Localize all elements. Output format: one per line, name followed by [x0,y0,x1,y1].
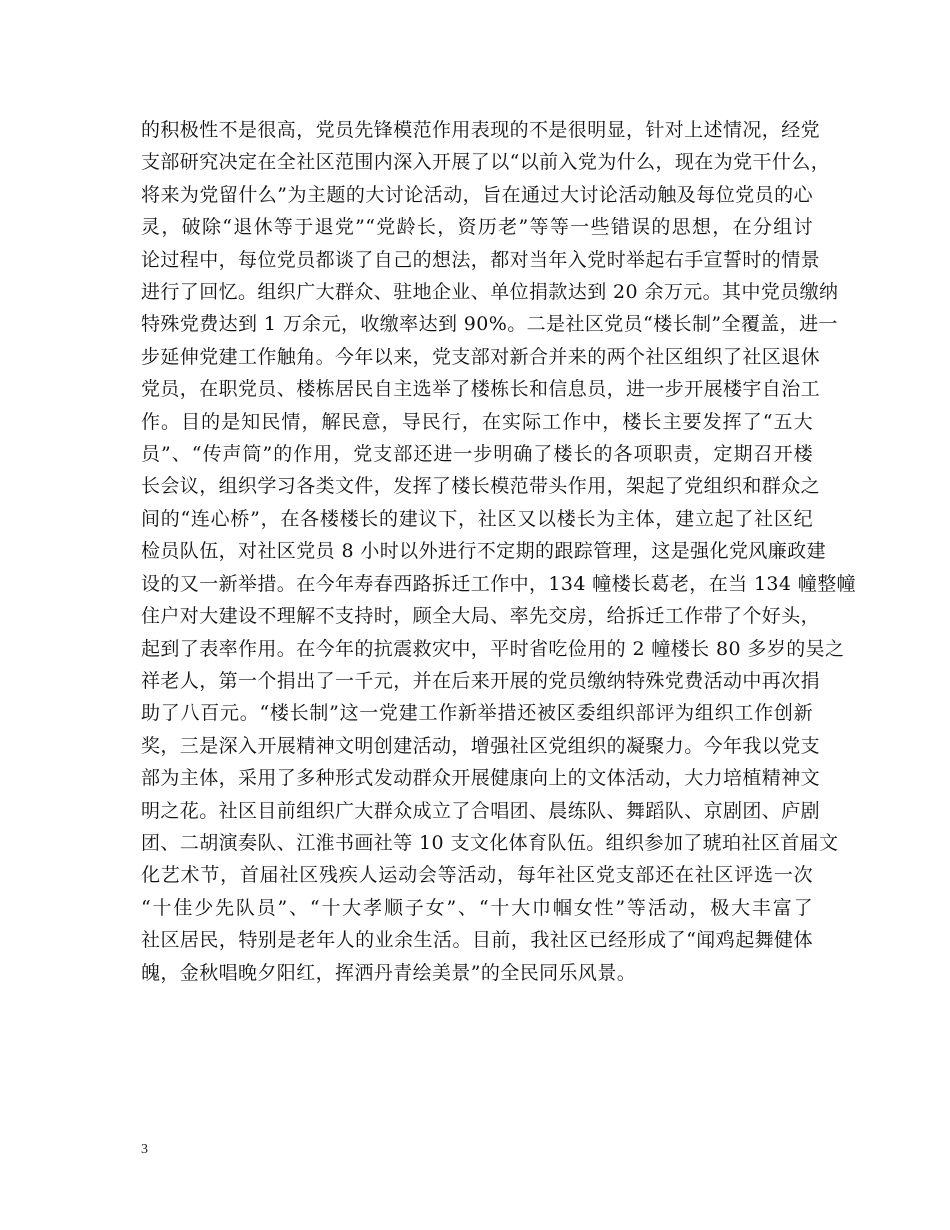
text-line: 灵，破除“退休等于退党”“党龄长，资历老”等等一些错误的思想，在分组讨 [141,216,813,239]
text-line: 间的“连心桥”，在各楼楼长的建议下，社区又以楼长为主体，建立起了社区纪 [141,507,813,530]
text-line: 部为主体，采用了多种形式发动群众开展健康向上的文体活动，大力培植精神文 [141,767,821,790]
text-line: 祥老人，第一个捐出了一千元，并在后来开展的党员缴纳特殊党费活动中再次捐 [141,669,821,692]
text-line: 的积极性不是很高，党员先锋模范作用表现的不是很明显，针对上述情况，经党 [141,119,821,141]
text-line: 助了八百元。“楼长制”这一党建工作新举措还被区委组织部评为组织工作创新 [141,702,813,725]
text-line: 特殊党费达到 1 万余元，收缴率达到 90%。二是社区党员“楼长制”全覆盖，进一 [141,313,838,336]
page-number: 3 [141,1142,148,1157]
text-line: 作。目的是知民情，解民意，导民行，在实际工作中，楼长主要发挥了“五大 [141,410,813,433]
text-line: “十佳少先队员”、“十大孝顺子女”、“十大巾帼女性”等活动，极大丰富了 [141,896,813,919]
text-line: 化艺术节，首届社区残疾人运动会等活动，每年社区党支部还在社区评选一次 [141,864,813,887]
text-line: 起到了表率作用。在今年的抗震救灾中，平时省吃俭用的 2 幢楼长 80 多岁的吴之 [141,637,845,660]
text-line: 党员，在职党员、楼栋居民自主选举了楼栋长和信息员，进一步开展楼宇自治工 [141,378,821,401]
text-line: 团、二胡演奏队、江淮书画社等 10 支文化体育队伍。组织参加了琥珀社区首届文 [141,831,839,854]
body-paragraph [141,114,857,989]
text-line: 明之花。社区目前组织广大群众成立了合唱团、晨练队、舞蹈队、京剧团、庐剧 [141,799,821,822]
text-line: 社区居民，特别是老年人的业余生活。目前，我社区已经形成了“闻鸡起舞健体 [141,929,813,952]
text-line: 员”、“传声筒”的作用，党支部还进一步明确了楼长的各项职责，定期召开楼 [141,443,813,466]
text-line: 奖，三是深入开展精神文明创建活动，增强社区党组织的凝聚力。今年我以党支 [141,734,821,757]
text-line: 支部研究决定在全社区范围内深入开展了以“以前入党为什么，现在为党干什么， [141,151,831,174]
text-line: 进行了回忆。组织广大群众、驻地企业、单位捐款达到 20 余万元。其中党员缴纳 [141,281,839,304]
text-line: 步延伸党建工作触角。今年以来，党支部对新合并来的两个社区组织了社区退休 [141,345,821,368]
text-line: 设的又一新举措。在今年寿春西路拆迁工作中，134 幢楼长葛老，在当 134 幢整幢 [141,572,857,595]
text-line: 长会议，组织学习各类文件，发挥了楼长模范带头作用，架起了党组织和群众之 [141,475,821,498]
text-line: 检员队伍，对社区党员 8 小时以外进行不定期的跟踪管理，这是强化党风廉政建 [141,540,826,563]
text-line: 论过程中，每位党员都谈了自己的想法，都对当年入党时举起右手宣誓时的情景 [141,248,821,271]
text-line: 住户对大建设不理解不支持时，顾全大局、率先交房，给拆迁工作带了个好头， [141,605,821,628]
text-line: 将来为党留什么”为主题的大讨论活动，旨在通过大讨论活动触及每位党员的心 [141,183,813,206]
text-line-last: 魄，金秋唱晚夕阳红，挥洒丹青绘美景”的全民同乐风景。 [141,961,637,984]
